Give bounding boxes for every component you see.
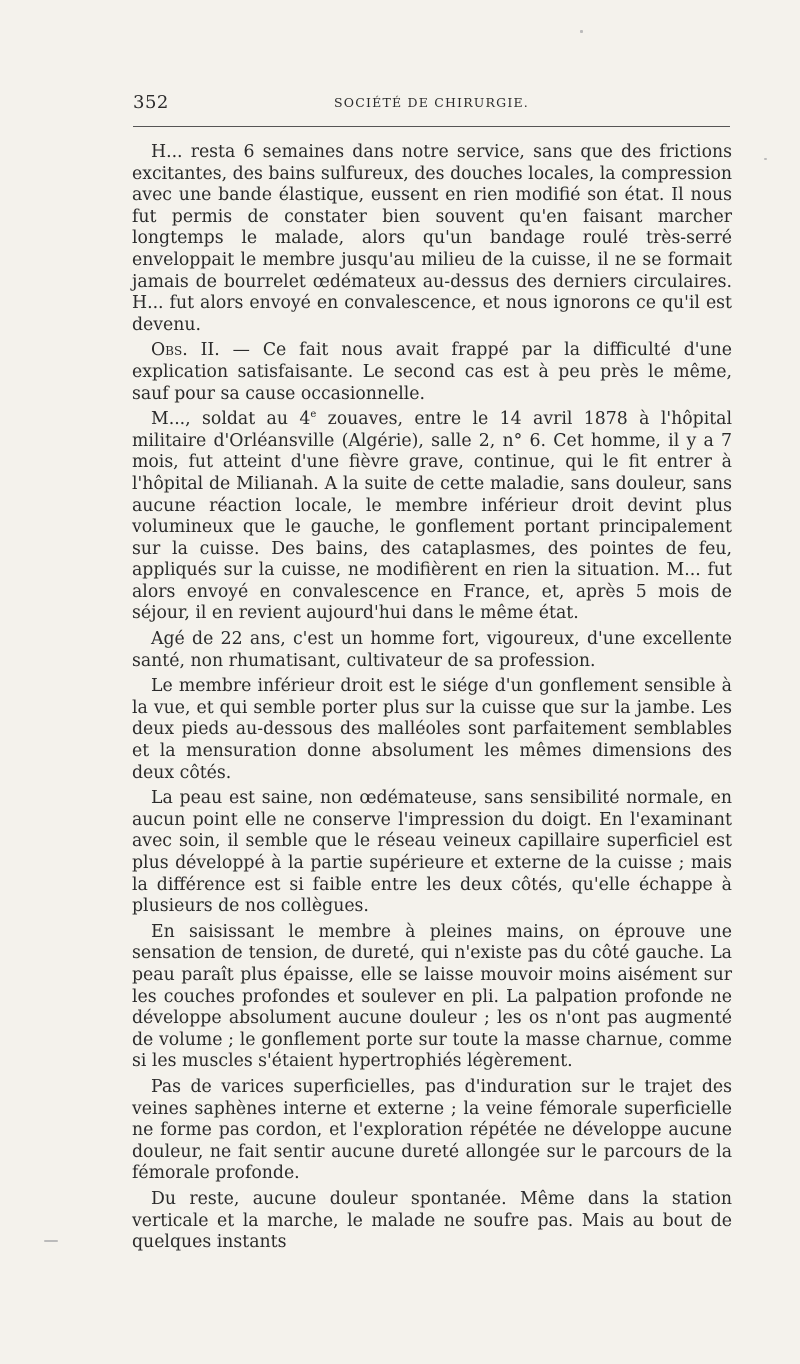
- paragraph-9: Du reste, aucune douleur spontanée. Même dans la station verticale et la marche, le malade ne soufre pas. Mais au bout de quelques instants: [132, 1188, 732, 1253]
- paragraph-8: Pas de varices superficielles, pas d'induration sur le trajet des veines saphènes interne et externe ; la veine fémorale superficielle ne forme pas cordon, et l'exploration répétée ne développe aucune douleur, ne fait sentir aucune dureté allongée sur le parcours de la fémorale profonde.: [132, 1076, 732, 1184]
- paper-speck: [44, 1240, 58, 1242]
- running-title: SOCIÉTÉ DE CHIRURGIE.: [334, 95, 529, 110]
- paper-speck: [764, 158, 767, 160]
- paragraph-2-text: — Ce fait nous avait frappé par la difficulté d'une explication satisfaisante. Le second cas est à peu près le même, sauf pour sa cause occasionnelle.: [132, 340, 732, 404]
- paragraph-3: [132, 409, 732, 625]
- body-text: [132, 142, 732, 1258]
- paragraph-7: En saisissant le membre à pleines mains, on éprouve une sensation de tension, de dureté, qui n'existe pas du côté gauche. La peau paraît plus épaisse, elle se laisse mouvoir moins aisément sur les couches profondes et soulever en pli. La palpation profonde ne développe absolument aucune douleur ; les os n'ont pas augmenté de volume ; le gonflement porte sur toute la masse charnue, comme si les muscles s'étaient hypertrophiés légèrement.: [132, 921, 732, 1072]
- page-header: [133, 92, 730, 116]
- paragraph-4: Agé de 22 ans, c'est un homme fort, vigoureux, d'une excellente santé, non rhumatisant, cultivateur de sa profession.: [132, 629, 732, 671]
- page-number: 352: [133, 92, 169, 113]
- header-rule: [133, 126, 730, 127]
- paragraph-1: H... resta 6 semaines dans notre service, sans que des frictions excitantes, des bains sulfureux, des douches locales, la compression avec une bande élastique, eussent en rien modifié son état. Il nous fut permis de constater bien souvent qu'en faisant marcher longtemps le malade, alors qu'un bandage roulé très-serré enveloppait le membre jusqu'au milieu de la cuisse, il ne se formait jamais de bourrelet œdémateux au-dessus des derniers circulaires. H... fut alors envoyé en convalescence, et nous ignorons ce qu'il est devenu.: [132, 142, 732, 335]
- paragraph-3-rest: zouaves, entre le 14 avril 1878 à l'hôpital militaire d'Orléansville (Algérie), salle 2, n° 6. Cet homme, il y a 7 mois, fut atteint d'une fièvre grave, continue, qui le fit entrer à l'hôpital de Milianah. A la suite de cette maladie, sans douleur, sans aucune réaction locale, le membre inférieur droit devint plus volumineux que le gauche, le gonflement portant principalement sur la cuisse. Des bains, des cataplasmes, des pointes de feu, appliqués sur la cuisse, ne modifièrent en rien la situation. M... fut alors envoyé en convalescence en France, et, après 5 mois de séjour, il en revient aujourd'hui dans le même état.: [132, 409, 732, 624]
- paragraph-5: Le membre inférieur droit est le siége d'un gonflement sensible à la vue, et qui semble porter plus sur la cuisse que sur la jambe. Les deux pieds au-dessous des malléoles sont parfaitement semblables et la mensuration donne absolument les mêmes dimensions des deux côtés.: [132, 676, 732, 783]
- paragraph-obs-2: [132, 340, 732, 405]
- paragraph-6: La peau est saine, non œdémateuse, sans sensibilité normale, en aucun point elle ne conserve l'impression du doigt. En l'examinant avec soin, il semble que le réseau veineux capillaire superficiel est plus développé à la partie supérieure et externe de la cuisse ; mais la différence est si faible entre les deux côtés, qu'elle échappe à plusieurs de nos collègues.: [132, 788, 732, 917]
- observation-label: Obs. II.: [151, 340, 220, 361]
- paper-speck: [580, 30, 583, 33]
- ordinal-superscript: e: [310, 409, 317, 421]
- paragraph-3-start: M..., soldat au 4: [151, 409, 311, 430]
